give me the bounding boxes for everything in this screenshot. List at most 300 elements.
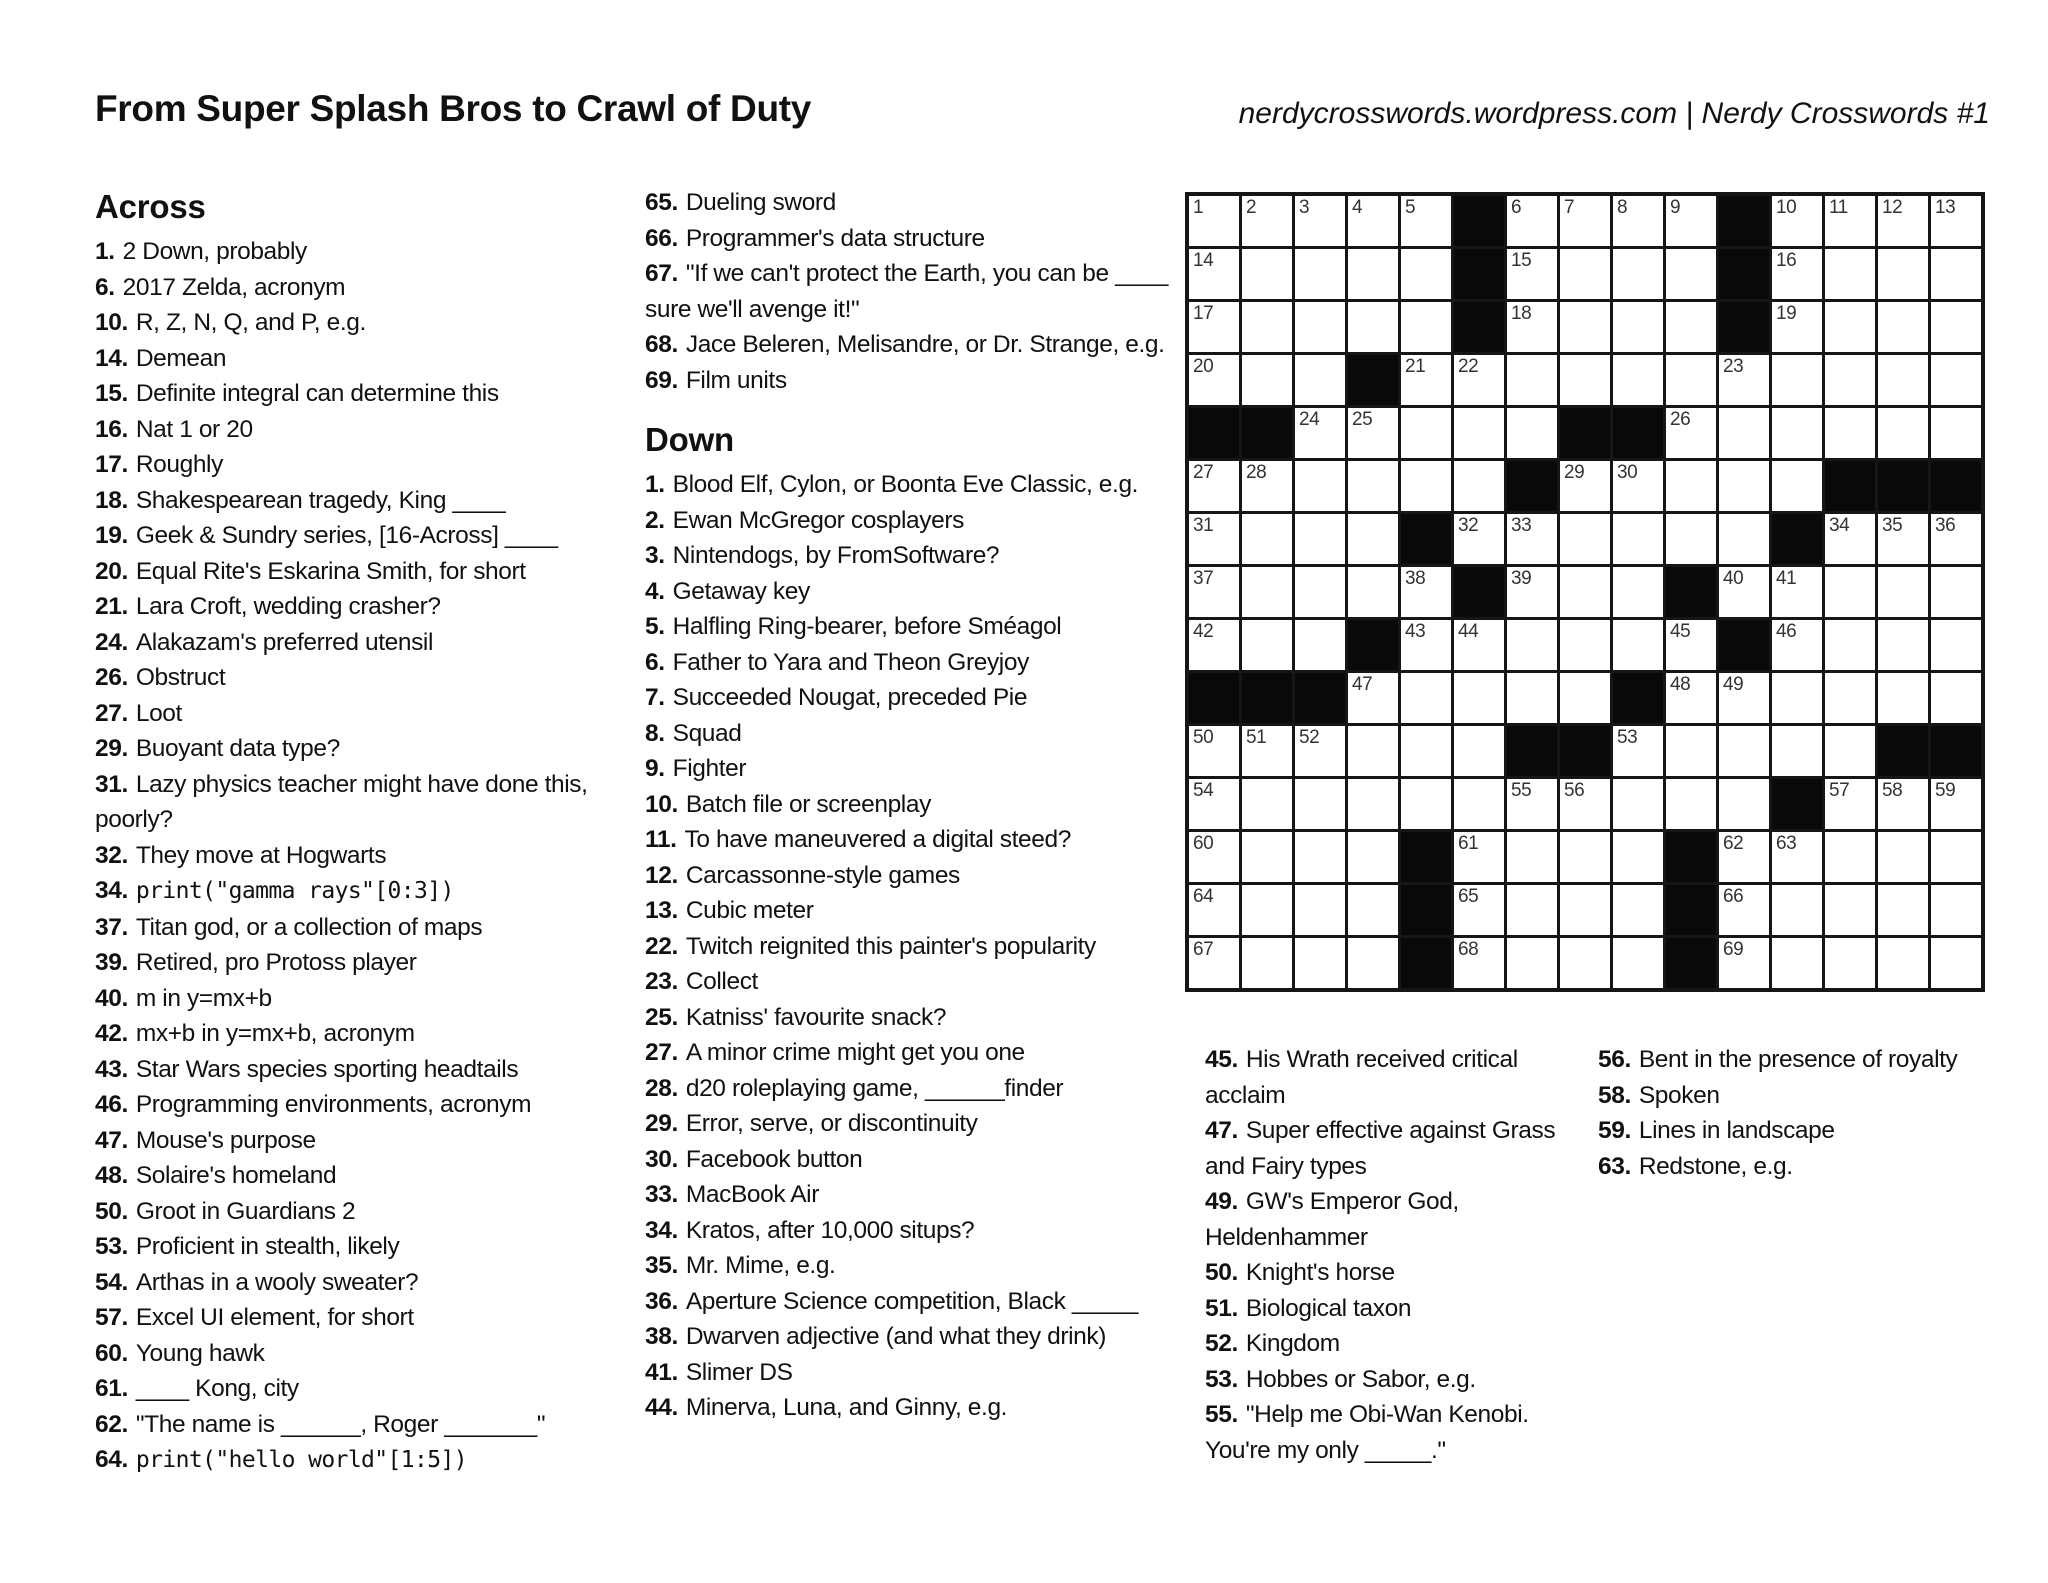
grid-cell-black [1878,726,1928,776]
grid-cell[interactable] [1825,355,1875,405]
grid-cell[interactable] [1666,514,1716,564]
clue-number: 25. [645,1003,678,1031]
grid-cell[interactable] [1189,249,1239,299]
grid-cell[interactable] [1242,885,1292,935]
cell-number: 69 [1723,939,1744,960]
grid-cell[interactable] [1348,302,1398,352]
cell-number: 47 [1352,674,1373,695]
grid-cell[interactable] [1401,355,1451,405]
clue-text: Roughly [135,451,223,478]
clue-number: 34. [645,1216,678,1244]
grid-cell[interactable] [1189,514,1239,564]
cell-number: 50 [1193,727,1214,748]
grid-cell-black [1454,196,1504,246]
grid-cell[interactable] [1507,408,1557,458]
grid-cell[interactable] [1242,938,1292,988]
grid-cell[interactable] [1242,514,1292,564]
grid-cell[interactable] [1189,620,1239,670]
grid-cell[interactable] [1242,302,1292,352]
grid-cell[interactable] [1348,408,1398,458]
clue-across-48 [95,1158,595,1194]
grid-cell[interactable] [1772,832,1822,882]
grid-cell[interactable] [1560,196,1610,246]
grid-cell[interactable] [1401,302,1451,352]
grid-cell[interactable] [1507,196,1557,246]
grid-cell[interactable] [1878,620,1928,670]
grid-cell[interactable] [1931,885,1981,935]
grid-cell[interactable] [1613,196,1663,246]
grid-cell[interactable] [1295,408,1345,458]
grid-cell[interactable] [1295,885,1345,935]
grid-cell[interactable] [1454,726,1504,776]
grid-cell[interactable] [1878,832,1928,882]
grid-cell[interactable] [1613,461,1663,511]
grid-cell[interactable] [1719,885,1769,935]
grid-cell[interactable] [1613,620,1663,670]
clue-down-7 [645,680,1173,716]
grid-cell[interactable] [1348,779,1398,829]
grid-cell[interactable] [1719,355,1769,405]
grid-cell[interactable] [1401,408,1451,458]
cell-number: 43 [1405,621,1426,642]
clue-down-51 [1205,1291,1567,1327]
grid-cell[interactable] [1772,938,1822,988]
clue-number: 63. [1598,1152,1631,1180]
grid-cell[interactable] [1772,567,1822,617]
grid-cell[interactable] [1613,832,1663,882]
grid-cell[interactable] [1613,302,1663,352]
clue-text: print("gamma rays"[0:3]) [135,878,454,904]
grid-cell[interactable] [1454,885,1504,935]
grid-cell[interactable] [1878,302,1928,352]
grid-cell[interactable] [1825,514,1875,564]
grid-cell[interactable] [1401,779,1451,829]
clue-text: Father to Yara and Theon Greyjoy [672,648,1029,676]
grid-cell[interactable] [1454,461,1504,511]
clue-down-12 [645,858,1173,894]
grid-cell[interactable] [1348,673,1398,723]
grid-cell[interactable] [1295,779,1345,829]
grid-cell[interactable] [1931,673,1981,723]
clue-down-59 [1598,1113,2030,1149]
grid-cell[interactable] [1931,514,1981,564]
clue-text: Fighter [672,755,747,782]
grid-cell[interactable] [1507,620,1557,670]
grid-cell[interactable] [1189,885,1239,935]
clue-text: Jace Beleren, Melisandre, or Dr. Strange, e.g. [685,331,1165,358]
clue-text: d20 roleplaying game, ______finder [685,1074,1064,1102]
clue-across-69 [645,363,1173,399]
cell-number: 49 [1723,674,1744,695]
cell-number: 19 [1776,303,1797,324]
grid-cell[interactable] [1666,726,1716,776]
clue-number: 38. [645,1323,678,1350]
clue-text: To have maneuvered a digital steed? [684,826,1071,853]
grid-cell[interactable] [1560,567,1610,617]
grid-cell[interactable] [1878,885,1928,935]
grid-cell-black [1613,673,1663,723]
grid-cell[interactable] [1507,514,1557,564]
grid-cell[interactable] [1825,779,1875,829]
cell-number: 30 [1617,462,1638,483]
clue-across-40 [95,981,595,1017]
grid-cell[interactable] [1719,673,1769,723]
grid-cell[interactable] [1295,567,1345,617]
clue-number: 33. [645,1181,678,1208]
grid-cell[interactable] [1189,196,1239,246]
grid-cell[interactable] [1878,567,1928,617]
grid-cell[interactable] [1401,673,1451,723]
grid-cell[interactable] [1772,461,1822,511]
grid-cell[interactable] [1613,779,1663,829]
grid-cell[interactable] [1613,249,1663,299]
clue-text: Getaway key [672,577,810,605]
grid-cell[interactable] [1560,832,1610,882]
grid-cell[interactable] [1931,196,1981,246]
clue-down-29 [645,1106,1173,1142]
grid-cell[interactable] [1348,885,1398,935]
clue-across-29 [95,731,595,767]
grid-cell[interactable] [1666,302,1716,352]
clue-text: Ewan McGregor cosplayers [672,506,964,534]
grid-cell[interactable] [1825,620,1875,670]
grid-cell[interactable] [1560,779,1610,829]
clue-text: Buoyant data type? [135,735,340,762]
grid-cell[interactable] [1454,355,1504,405]
grid-cell[interactable] [1295,249,1345,299]
clue-text: "Help me Obi-Wan Kenobi. You're my only _____." [1205,1401,1529,1464]
grid-cell[interactable] [1189,938,1239,988]
grid-cell[interactable] [1719,832,1769,882]
grid-cell[interactable] [1772,196,1822,246]
grid-cell[interactable] [1825,196,1875,246]
grid-cell-black [1931,726,1981,776]
grid-cell[interactable] [1613,355,1663,405]
grid-cell[interactable] [1666,355,1716,405]
cell-number: 44 [1458,621,1479,642]
cell-number: 12 [1882,197,1903,218]
clue-text: Cubic meter [685,897,814,924]
grid-cell[interactable] [1454,620,1504,670]
grid-cell[interactable] [1242,249,1292,299]
clue-number: 6. [95,273,115,301]
grid-cell[interactable] [1931,620,1981,670]
grid-cell[interactable] [1825,885,1875,935]
grid-cell[interactable] [1878,355,1928,405]
cell-number: 21 [1405,356,1426,377]
clue-number: 58. [1598,1081,1631,1109]
grid-cell[interactable] [1401,620,1451,670]
grid-cell[interactable] [1931,408,1981,458]
grid-cell[interactable] [1825,567,1875,617]
grid-cell-black [1825,461,1875,511]
grid-cell[interactable] [1507,779,1557,829]
grid-cell[interactable] [1401,726,1451,776]
clue-text: Bent in the presence of royalty [1638,1046,1958,1073]
grid-cell[interactable] [1507,302,1557,352]
grid-cell[interactable] [1772,673,1822,723]
grid-cell[interactable] [1189,355,1239,405]
grid-cell[interactable] [1242,196,1292,246]
grid-cell-black [1242,673,1292,723]
grid-cell[interactable] [1666,673,1716,723]
grid-cell[interactable] [1825,726,1875,776]
grid-cell[interactable] [1772,726,1822,776]
clue-down-3 [645,538,1173,574]
grid-cell[interactable] [1189,302,1239,352]
clue-text: Lazy physics teacher might have done this, poorly? [95,770,588,833]
clue-across-31 [95,767,595,838]
clue-number: 9. [645,755,665,782]
clue-text: Young hawk [135,1339,265,1367]
clue-number: 50. [1205,1259,1238,1286]
grid-cell[interactable] [1878,196,1928,246]
grid-cell[interactable] [1348,196,1398,246]
clue-down-25 [645,1000,1173,1036]
grid-cell[interactable] [1348,938,1398,988]
grid-cell[interactable] [1189,832,1239,882]
grid-cell[interactable] [1295,355,1345,405]
grid-cell[interactable] [1772,885,1822,935]
grid-cell[interactable] [1613,938,1663,988]
grid-cell[interactable] [1560,302,1610,352]
cell-number: 5 [1405,197,1416,218]
grid-cell[interactable] [1507,938,1557,988]
grid-cell-black [1560,408,1610,458]
clue-down-23 [645,964,1173,1000]
cell-number: 7 [1564,197,1575,218]
grid-cell[interactable] [1931,832,1981,882]
clue-across-17 [95,447,595,483]
grid-cell[interactable] [1401,567,1451,617]
clue-number: 36. [645,1287,678,1315]
grid-cell[interactable] [1189,567,1239,617]
grid-cell[interactable] [1719,461,1769,511]
clue-number: 8. [645,719,665,747]
clue-number: 55. [1205,1401,1238,1428]
grid-cell[interactable] [1666,408,1716,458]
grid-cell[interactable] [1189,779,1239,829]
grid-cell[interactable] [1666,779,1716,829]
grid-cell[interactable] [1295,461,1345,511]
clue-down-63 [1598,1149,2030,1185]
grid-cell-black [1242,408,1292,458]
grid-cell[interactable] [1189,461,1239,511]
cell-number: 40 [1723,568,1744,589]
clue-number: 27. [95,699,128,727]
grid-cell[interactable] [1507,832,1557,882]
grid-cell[interactable] [1507,567,1557,617]
grid-cell[interactable] [1613,567,1663,617]
grid-cell[interactable] [1560,938,1610,988]
clue-across-32 [95,838,595,874]
grid-cell[interactable] [1242,832,1292,882]
grid-cell[interactable] [1295,620,1345,670]
grid-cell[interactable] [1348,461,1398,511]
clue-number: 26. [95,664,128,691]
grid-cell[interactable] [1454,673,1504,723]
clue-text: Star Wars species sporting headtails [135,1055,519,1083]
grid-cell[interactable] [1666,461,1716,511]
grid-cell[interactable] [1560,461,1610,511]
clue-number: 42. [95,1020,128,1047]
grid-cell[interactable] [1931,355,1981,405]
grid-cell[interactable] [1931,567,1981,617]
clue-number: 28. [645,1074,678,1102]
clue-text: GW's Emperor God, Heldenhammer [1205,1188,1459,1251]
grid-cell[interactable] [1878,514,1928,564]
grid-cell[interactable] [1560,355,1610,405]
grid-cell[interactable] [1772,249,1822,299]
clue-text: Kratos, after 10,000 situps? [685,1216,975,1244]
grid-cell[interactable] [1878,779,1928,829]
clue-text: A minor crime might get you one [685,1039,1025,1066]
grid-cell[interactable] [1242,567,1292,617]
grid-cell[interactable] [1454,938,1504,988]
clue-number: 16. [95,415,128,443]
clue-down-55 [1205,1397,1567,1468]
clue-text: Carcassonne-style games [685,861,960,889]
grid-cell[interactable] [1560,885,1610,935]
cell-number: 31 [1193,515,1214,536]
grid-cell[interactable] [1666,620,1716,670]
clue-number: 5. [645,613,665,640]
grid-cell[interactable] [1825,832,1875,882]
grid-cell[interactable] [1295,726,1345,776]
grid-cell[interactable] [1507,355,1557,405]
grid-cell[interactable] [1507,885,1557,935]
grid-cell[interactable] [1348,249,1398,299]
grid-cell[interactable] [1507,673,1557,723]
grid-cell[interactable] [1189,726,1239,776]
clue-across-27 [95,696,595,732]
clue-number: 41. [645,1358,678,1386]
clue-down-28 [645,1071,1173,1107]
grid-cell[interactable] [1348,832,1398,882]
grid-cell[interactable] [1666,196,1716,246]
grid-cell[interactable] [1719,514,1769,564]
clue-text: Aperture Science competition, Black _____ [685,1287,1138,1315]
grid-cell[interactable] [1295,196,1345,246]
grid-cell[interactable] [1719,779,1769,829]
clue-across-46 [95,1087,595,1123]
grid-cell[interactable] [1242,779,1292,829]
grid-cell[interactable] [1401,461,1451,511]
grid-cell[interactable] [1242,355,1292,405]
grid-cell[interactable] [1878,938,1928,988]
clue-number: 52. [1205,1330,1238,1357]
grid-cell[interactable] [1825,408,1875,458]
grid-cell[interactable] [1560,673,1610,723]
cell-number: 1 [1193,197,1204,218]
grid-cell[interactable] [1719,726,1769,776]
cell-number: 23 [1723,356,1744,377]
grid-cell[interactable] [1666,249,1716,299]
grid-cell[interactable] [1560,620,1610,670]
grid-cell[interactable] [1825,302,1875,352]
clue-text: Redstone, e.g. [1638,1152,1793,1180]
grid-cell[interactable] [1295,832,1345,882]
grid-cell[interactable] [1878,673,1928,723]
grid-cell[interactable] [1454,779,1504,829]
grid-cell-black [1666,567,1716,617]
clue-across-19 [95,518,595,554]
grid-cell[interactable] [1454,408,1504,458]
clue-text: Proficient in stealth, likely [135,1233,400,1260]
grid-cell[interactable] [1825,249,1875,299]
clue-number: 49. [1205,1188,1238,1215]
grid-cell[interactable] [1719,567,1769,617]
grid-cell[interactable] [1295,302,1345,352]
grid-cell[interactable] [1878,408,1928,458]
grid-cell[interactable] [1454,832,1504,882]
grid-cell[interactable] [1825,938,1875,988]
clue-text: Collect [685,968,758,995]
clue-down-44 [645,1390,1173,1426]
grid-cell[interactable] [1295,938,1345,988]
grid-cell[interactable] [1825,673,1875,723]
clue-across-1 [95,234,595,270]
grid-cell[interactable] [1348,567,1398,617]
grid-cell[interactable] [1242,620,1292,670]
grid-cell[interactable] [1719,938,1769,988]
grid-cell[interactable] [1242,461,1292,511]
grid-cell[interactable] [1401,196,1451,246]
grid-cell-black [1719,302,1769,352]
clue-down-10 [645,787,1173,823]
grid-cell[interactable] [1348,514,1398,564]
clue-number: 31. [95,770,128,798]
grid-cell[interactable] [1401,249,1451,299]
clue-text: Lines in landscape [1638,1117,1835,1144]
grid-cell[interactable] [1613,726,1663,776]
grid-cell[interactable] [1560,514,1610,564]
cell-number: 57 [1829,780,1850,801]
grid-cell[interactable] [1931,938,1981,988]
grid-cell[interactable] [1454,514,1504,564]
grid-cell[interactable] [1719,408,1769,458]
grid-cell[interactable] [1931,249,1981,299]
grid-cell[interactable] [1931,779,1981,829]
grid-cell-black [1189,673,1239,723]
cell-number: 20 [1193,356,1214,377]
grid-cell[interactable] [1931,302,1981,352]
clue-text: Katniss' favourite snack? [685,1003,947,1031]
clue-down-53 [1205,1362,1567,1398]
clue-text: They move at Hogwarts [135,841,387,869]
cell-number: 4 [1352,197,1363,218]
cell-number: 60 [1193,833,1214,854]
clue-number: 11. [645,826,677,853]
grid-cell[interactable] [1507,249,1557,299]
grid-cell[interactable] [1613,885,1663,935]
grid-cell-black [1189,408,1239,458]
grid-cell[interactable] [1348,726,1398,776]
clue-text: Groot in Guardians 2 [135,1197,356,1225]
clue-across-68 [645,327,1173,363]
grid-cell[interactable] [1772,355,1822,405]
grid-cell[interactable] [1242,726,1292,776]
grid-cell[interactable] [1560,249,1610,299]
grid-cell[interactable] [1772,408,1822,458]
clue-number: 6. [645,648,665,676]
grid-cell[interactable] [1295,514,1345,564]
grid-cell[interactable] [1878,249,1928,299]
clue-number: 61. [95,1375,128,1402]
grid-cell[interactable] [1772,620,1822,670]
grid-cell[interactable] [1772,302,1822,352]
grid-cell[interactable] [1613,514,1663,564]
